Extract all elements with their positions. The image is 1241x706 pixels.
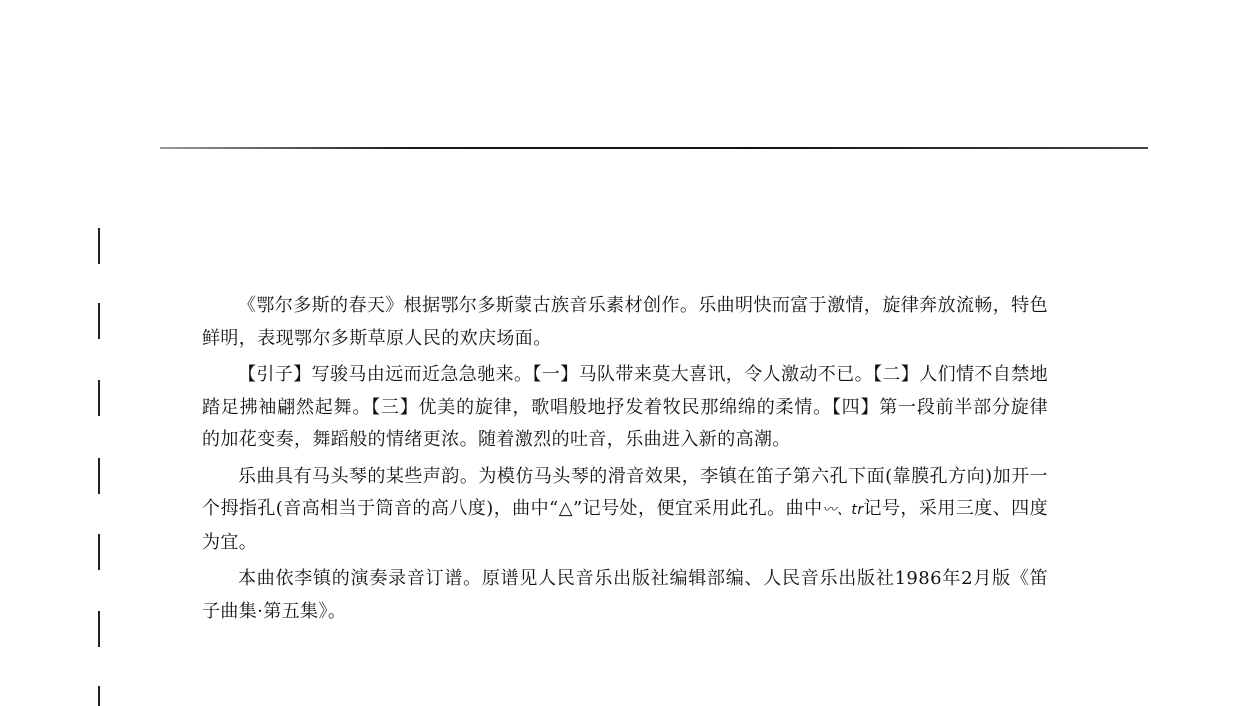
margin-mark bbox=[98, 380, 100, 416]
paragraph-technique bbox=[202, 461, 1048, 560]
paragraph-sections: 【引子】写骏马由远而近急急驰来。【一】马队带来莫大喜讯，令人激动不已。【二】人们情不自禁地踏足拂袖翩然起舞。【三】优美的旋律，歌唱般地抒发着牧民那绵绵的柔情。【四】第一段前半部分旋律的加花变奏，舞蹈般的情绪更浓。随着激烈的吐音，乐曲进入新的高潮。 bbox=[202, 364, 1048, 450]
body-text bbox=[202, 290, 1048, 632]
margin-mark bbox=[98, 228, 100, 264]
margin-mark bbox=[98, 686, 100, 706]
header-rule bbox=[160, 147, 1148, 149]
paragraph-technique-text: 乐曲具有马头琴的某些声韵。为模仿马头琴的滑音效果，李镇在笛子第六孔下面(靠膜孔方向)加开一个拇指孔(音高相当于筒音的高八度)，曲中“△”记号处，便宜采用此孔。曲中 bbox=[202, 465, 1048, 519]
paragraph-technique-tail: 记号，采用三度、四度为宜。 bbox=[202, 498, 1048, 553]
paragraph-source: 本曲依李镇的演奏录音订谱。原谱见人民音乐出版社编辑部编、人民音乐出版社1986年2月版《笛子曲集·第五集》。 bbox=[202, 568, 1048, 622]
margin-mark bbox=[98, 534, 100, 570]
margin-mark bbox=[98, 458, 100, 494]
margin-mark bbox=[98, 303, 100, 339]
ornament-marks: 〰、tr bbox=[822, 502, 864, 518]
margin-mark bbox=[98, 611, 100, 647]
paragraph-intro: 《鄂尔多斯的春天》根据鄂尔多斯蒙古族音乐素材创作。乐曲明快而富于激情，旋律奔放流畅，特色鲜明，表现鄂尔多斯草原人民的欢庆场面。 bbox=[202, 295, 1048, 349]
